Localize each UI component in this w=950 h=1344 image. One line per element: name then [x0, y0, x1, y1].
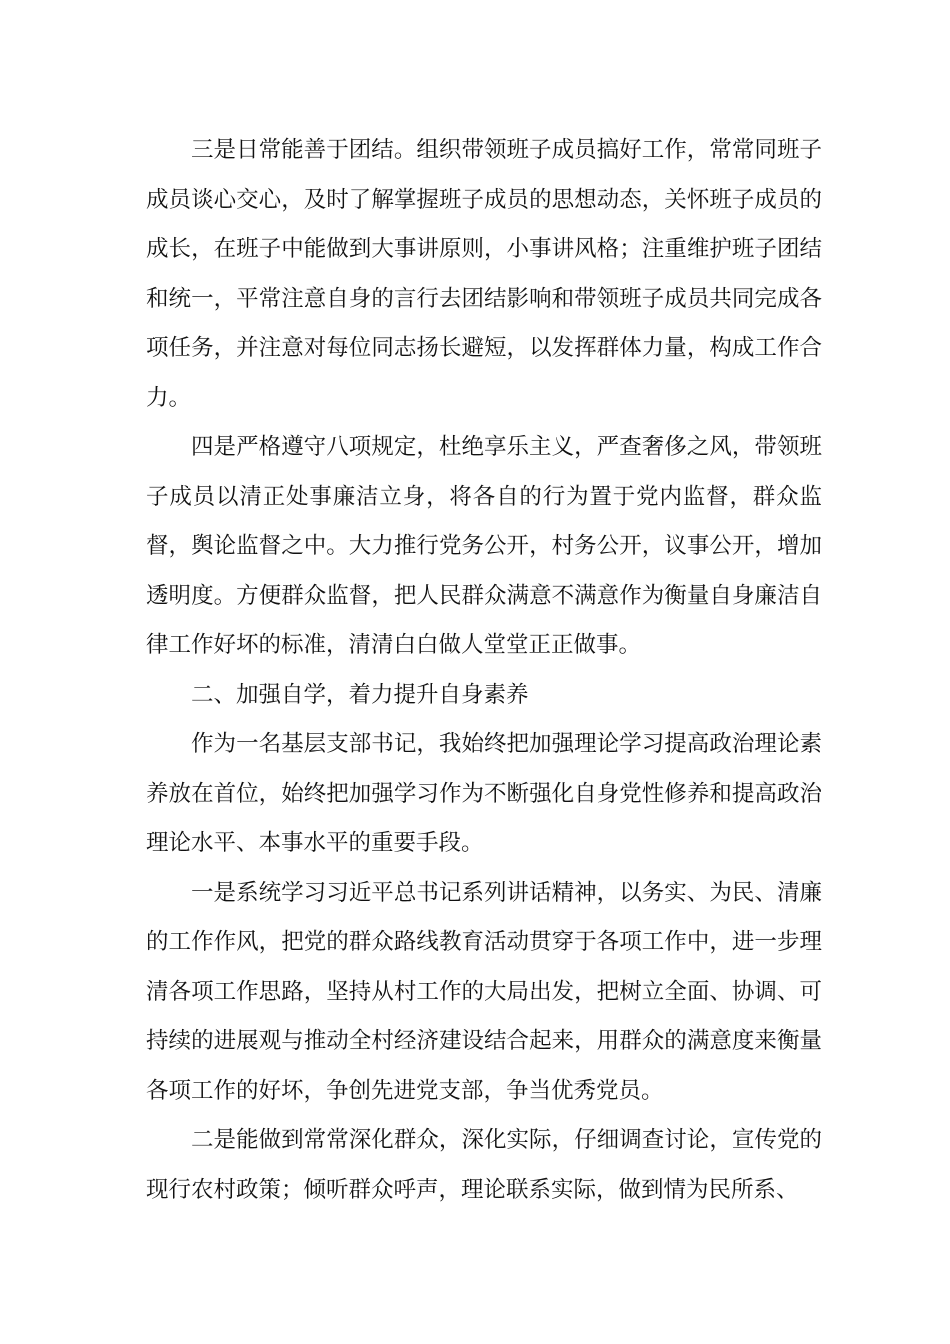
section-heading-self-study: 二、加强自学，着力提升自身素养 — [191, 681, 529, 708]
paragraph-mass-line: 二是能做到常常深化群众，深化实际，仔细调查讨论，宣传党的现行农村政策；倾听群众呼声，理论联系实际，做到情为民所系、 — [146, 1127, 822, 1203]
paragraph-systematic-study: 一是系统学习习近平总书记系列讲话精神，以务实、为民、清廉的工作作风，把党的群众路线教育活动贯穿于各项工作中，进一步理清各项工作思路，坚持从村工作的大局出发，把树立全面、协调、可持续的进展观与推动全村经济建设结合起来，用群众的满意度来衡量各项工作的好坏，争创先进党支部，争当优秀党员。 — [146, 879, 822, 1104]
paragraph-unity: 三是日常能善于团结。组织带领班子成员搞好工作，常常同班子成员谈心交心，及时了解掌握班子成员的思想动态，关怀班子成员的成长，在班子中能做到大事讲原则，小事讲风格；注重维护班子团结和统一，平常注意自身的言行去团结影响和带领班子成员共同完成各项任务，并注意对每位同志扬长避短，以发挥群体力量，构成工作合力。 — [146, 137, 822, 411]
paragraph-eight-rules: 四是严格遵守八项规定，杜绝享乐主义，严查奢侈之风，带领班子成员以清正处事廉洁立身，将各自的行为置于党内监督，群众监督，舆论监督之中。大力推行党务公开，村务公开，议事公开，增加透明度。方便群众监督，把人民群众满意不满意作为衡量自身廉洁自律工作好坏的标准，清清白白做人堂堂正正做事。 — [146, 434, 822, 658]
paragraph-study-intro: 作为一名基层支部书记，我始终把加强理论学习提高政治理论素养放在首位，始终把加强学习作为不断强化自身党性修养和提高政治理论水平、本事水平的重要手段。 — [146, 731, 822, 856]
document-body — [146, 126, 822, 1215]
